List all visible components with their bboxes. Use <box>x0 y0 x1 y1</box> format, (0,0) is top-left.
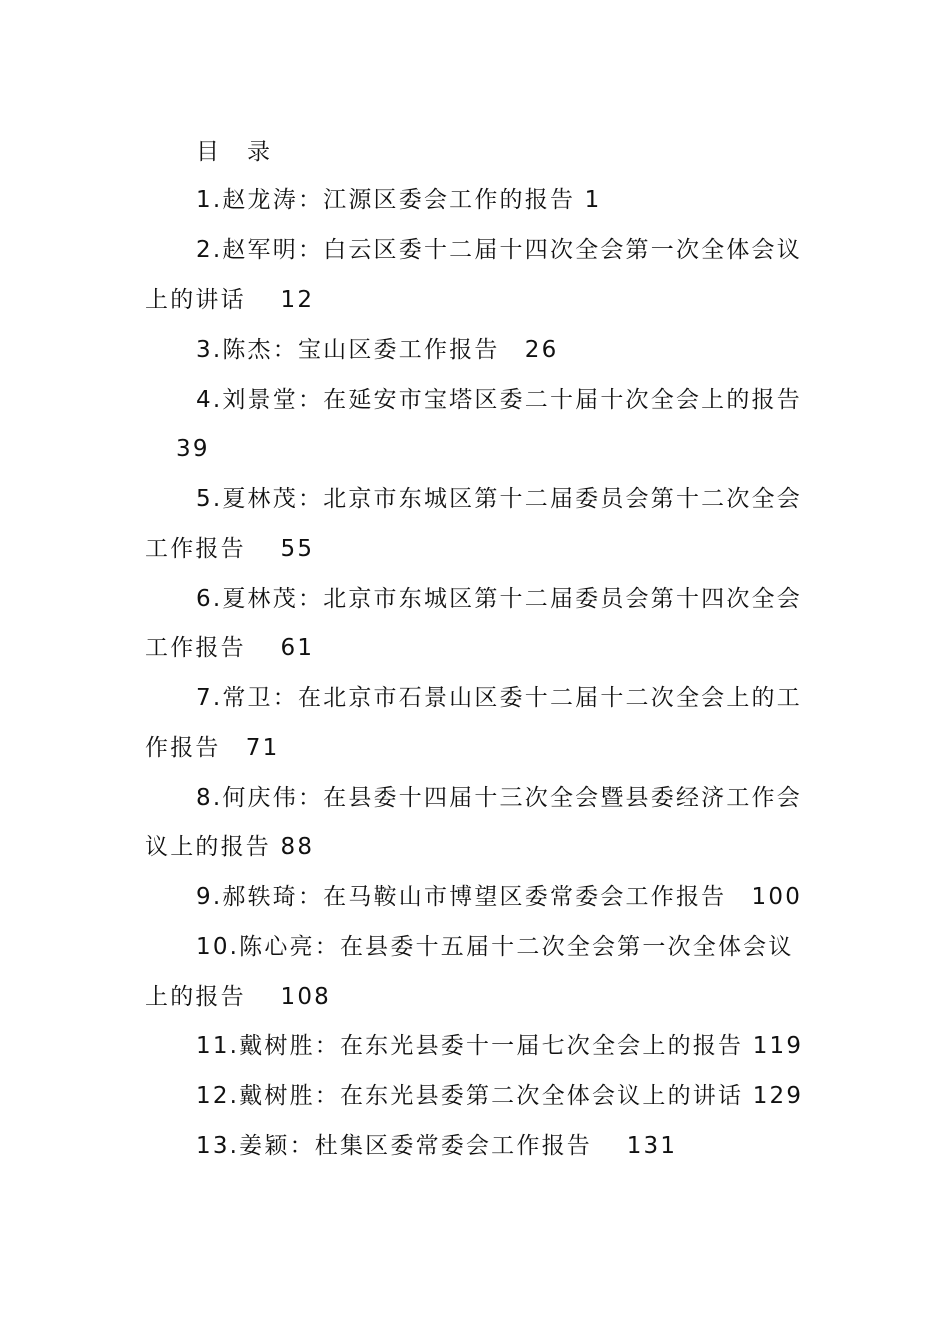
toc-entry-13: 13.姜颖：杜集区委常委会工作报告 131 <box>196 1133 678 1159</box>
toc-entry-4: 4.刘景堂：在延安市宝塔区委二十届十次全会上的报告 <box>196 387 802 413</box>
toc-title <box>196 132 270 172</box>
toc-entry-2: 2.赵军明：白云区委十二届十四次全会第一次全体会议 <box>196 237 802 263</box>
toc-entry-5-cont: 工作报告 55 <box>145 536 315 562</box>
toc-entry-4-cont: 39 <box>176 436 210 462</box>
toc-entry-9: 9.郝轶琦：在马鞍山市博望区委常委会工作报告 100 <box>196 884 803 910</box>
toc-entry-10: 10.陈心亮：在县委十五届十二次全会第一次全体会议 <box>196 934 794 960</box>
toc-entry-8-cont: 议上的报告 88 <box>145 834 315 860</box>
toc-entry-3: 3.陈杰：宝山区委工作报告 26 <box>196 337 559 363</box>
toc-entry-11: 11.戴树胜：在东光县委十一届七次全会上的报告 119 <box>196 1033 804 1059</box>
toc-entry-12: 12.戴树胜：在东光县委第二次全体会议上的讲话 129 <box>196 1083 804 1109</box>
toc-title-char-2: 录 <box>247 139 270 165</box>
toc-entry-5: 5.夏林茂：北京市东城区第十二届委员会第十二次全会 <box>196 486 802 512</box>
toc-entry-2-cont: 上的讲话 12 <box>145 287 315 313</box>
toc-entry-6: 6.夏林茂：北京市东城区第十二届委员会第十四次全会 <box>196 586 802 612</box>
toc-entry-7: 7.常卫：在北京市石景山区委十二届十二次全会上的工 <box>196 685 802 711</box>
toc-entry-6-cont: 工作报告 61 <box>145 635 315 661</box>
toc-entry-7-cont: 作报告 71 <box>145 735 280 761</box>
toc-entry-1: 1.赵龙涛：江源区委会工作的报告 1 <box>196 187 602 213</box>
toc-entry-8: 8.何庆伟：在县委十四届十三次全会暨县委经济工作会 <box>196 785 802 811</box>
toc-title-char-1: 目 <box>196 139 219 165</box>
toc-entry-10-cont: 上的报告 108 <box>145 984 332 1010</box>
